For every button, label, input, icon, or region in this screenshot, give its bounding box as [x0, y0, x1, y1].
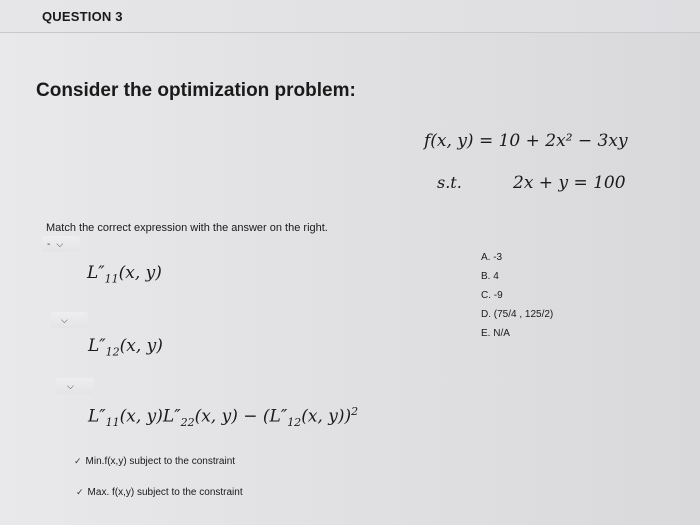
expression-l11: $L''_{11}(x$, y)	[87, 263, 162, 286]
answer-a: A. -3	[481, 252, 503, 263]
match-select-2[interactable]	[50, 312, 88, 328]
chevron-down-icon[interactable]: ✓	[76, 487, 84, 497]
question-title: QUESTION 3	[42, 9, 123, 24]
answer-list	[481, 248, 553, 343]
intro-text: Consider the optimization problem:	[36, 80, 356, 101]
chevron-down-icon: ⌵	[56, 238, 64, 249]
answer-e: E. N/A	[481, 328, 510, 339]
chevron-down-icon: ⌵	[67, 380, 74, 391]
chevron-down-icon: ⌵	[61, 314, 68, 325]
option-label-max: Max. f(x,y) subject to the constraint	[87, 487, 243, 498]
answer-d: D. (75/4 , 125/2)	[481, 309, 554, 320]
match-select-1[interactable]	[42, 236, 80, 252]
match-row-max[interactable]	[76, 487, 243, 498]
objective-function: f(x, y) = 10 + 2x² − 3xy	[424, 131, 628, 151]
subject-to-label: s.t.	[437, 173, 462, 192]
answer-c: C. -9	[481, 290, 503, 301]
constraint-equation: 2x + y = 100	[513, 173, 626, 193]
expression-hessian-determinant: $L''_{11}(x$, $y)L''_{22}(x$, $y) - (L''_{12}(x$, y))$^2$	[88, 405, 359, 430]
match-row-min[interactable]	[74, 456, 235, 467]
option-label-min: Min.f(x,y) subject to the constraint	[85, 456, 236, 467]
instruction-text: Match the correct expression with the answer on the right.	[46, 222, 328, 234]
chevron-down-icon[interactable]: ✓	[74, 456, 82, 466]
expression-l12: $L''_{12}(x$, y)	[88, 336, 163, 359]
select-value: -	[47, 238, 51, 250]
question-header	[0, 0, 700, 33]
answer-b: B. 4	[481, 271, 499, 282]
match-select-3[interactable]	[56, 378, 94, 394]
